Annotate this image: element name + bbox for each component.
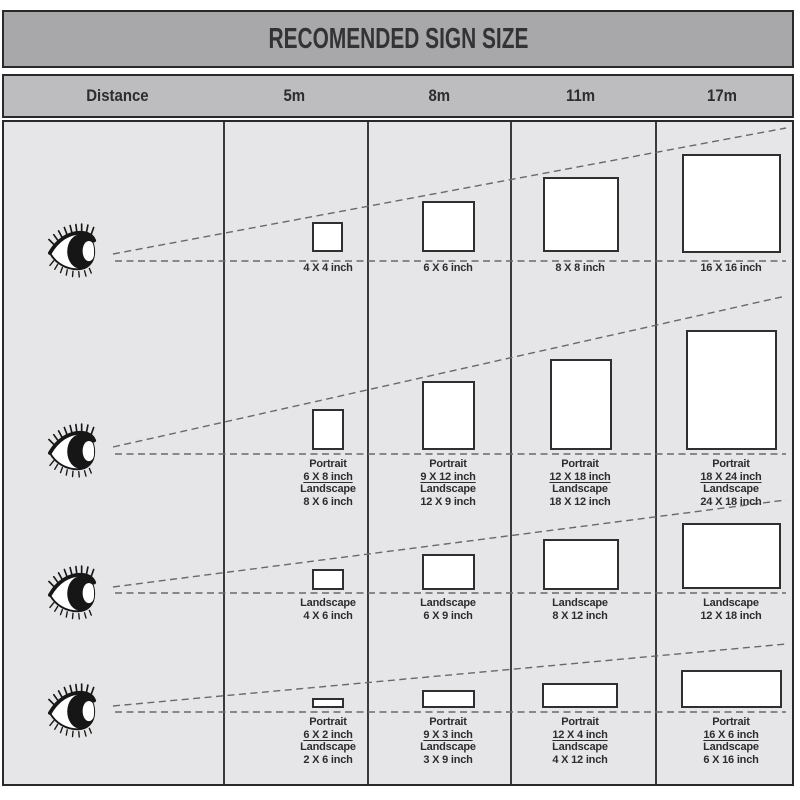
size-label: 6 X 6 inch [423,262,473,274]
sign-rect [542,683,618,708]
size-label: Portrait 12 X 18 inch Landscape 18 X 12 inch [549,458,611,508]
header-col-5m: 5m [283,86,305,105]
size-label: 8 X 8 inch [555,262,605,274]
size-label: Landscape 4 X 6 inch [300,597,356,622]
eye-icon [48,422,98,482]
sign-rect [550,359,612,450]
table-body [2,120,794,786]
size-label: Portrait 16 X 6 inch Landscape 6 X 16 inch [703,716,759,766]
eye-icon [48,222,98,282]
sign-rect [422,554,475,590]
sign-rect [312,569,344,590]
size-label: Portrait 12 X 4 inch Landscape 4 X 12 inch [552,716,608,766]
size-label: Portrait 9 X 3 inch Landscape 3 X 9 inch [420,716,476,766]
eye-icon [48,682,98,742]
sign-rect [422,690,475,708]
size-label: Portrait 6 X 8 inch Landscape 8 X 6 inch [300,458,356,508]
sign-rect [682,523,781,589]
header-col-8m: 8m [428,86,450,105]
size-label: Landscape 12 X 18 inch [700,597,762,622]
sign-rect [312,698,344,708]
eye-icon [48,564,98,624]
page-title: RECOMENDED SIGN SIZE [268,22,528,55]
size-label: 16 X 16 inch [700,262,762,274]
header-distance: Distance [85,86,149,105]
sign-rect [422,201,475,252]
header-col-11m: 11m [566,86,596,105]
header-col-17m: 17m [707,86,737,105]
sign-rect [681,670,782,708]
size-label: Landscape 6 X 9 inch [420,597,476,622]
size-label: 4 X 4 inch [303,262,353,274]
sign-rect [312,222,343,252]
sign-rect [422,381,475,450]
title-banner [2,10,794,68]
size-label: Portrait 9 X 12 inch Landscape 12 X 9 inch [420,458,476,508]
size-label: Landscape 8 X 12 inch [552,597,608,622]
sign-rect [312,409,344,450]
size-label: Portrait 18 X 24 inch Landscape 24 X 18 inch [700,458,762,508]
sign-rect [543,177,619,252]
sign-rect [543,539,619,590]
sign-rect [682,154,781,253]
size-label: Portrait 6 X 2 inch Landscape 2 X 6 inch [300,716,356,766]
sign-rect [686,330,777,450]
